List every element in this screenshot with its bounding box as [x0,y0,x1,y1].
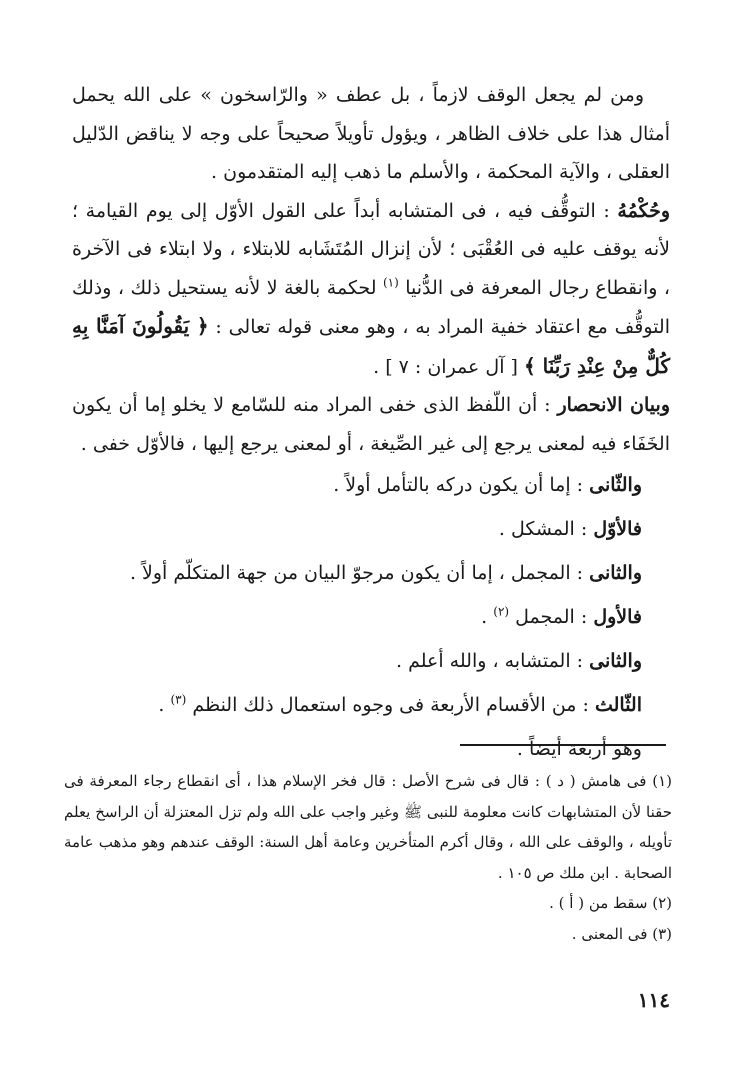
footnote-3: (٣) فى المعنى . [571,924,672,943]
footnote-ref-2: (٢) [493,604,510,619]
division-line-3-lead: والثانى [589,562,642,584]
division-line-1-text: : إما أن يكون دركه بالتأمل أولاً . [333,474,590,496]
division-line-6-end: . [158,694,171,716]
division-line-4-text: : المجمل [509,606,594,628]
footnote-2: (٢) سقط من ( أ ) . [549,894,672,912]
paragraph-1-text: ومن لم يجعل الوقف لازماً ، بل عطف « والرّاسخون » على الله يحمل أمثال هذا على خلاف الظاهر ، ويؤول تأويلاً صحيحاً على وجه لا يناقض الدّليل العقلى ، والآية المحكمة ، والأسلم ما ذهب إليه المتقدمون . [72,84,670,183]
quran-verse: ﴿ يَقُولُونَ آمَنَّا بِهِ كُلٌّ مِنْ عِنْدِ رَبِّنَا ﴾ [72,314,670,378]
verse-reference: [ آل عمران : ٧ ] . [373,355,524,378]
division-line-6 [72,683,642,727]
division-line-2 [72,507,642,551]
division-line-5 [72,639,642,683]
footnote-ref-3: (٣) [170,692,187,707]
division-line-5-text: : المتشابه ، والله أعلم . [396,650,590,672]
division-line-5-lead: والثانى [589,650,642,672]
footnotes [64,766,672,949]
paragraph-2-text-a: : التوقُّف فيه ، فى المتشابه أبداً على القول الأوّل إلى يوم القيامة ؛ لأنه يوقف عليه فى العُقْبَى ؛ لأن إنزال المُتَشَابه للابتلاء ، ولا ابتلاء فى الآخرة ، وانقطاع رجال المعرفة فى الدُّنيا [72,199,670,299]
division-line-7-text: وهو أربعة أيضاً . [516,738,642,760]
division-line-2-text: : المشكل . [498,518,594,540]
paragraph-1 [72,76,670,192]
main-text [72,76,670,771]
division-line-6-text: : من الأقسام الأربعة فى وجوه استعمال ذلك النظم [186,694,595,716]
paragraph-2 [72,192,670,387]
paragraph-2-lead: وحُكْمُهُ [617,199,670,222]
paragraph-3-lead: وبيان الانحصار [557,394,670,416]
paragraph-3-text: : أن اللّفظ الذى خفى المراد منه للسّامع لا يخلو إما أن يكون الخَفَاء فيه لمعنى يرجع إلى غير الصِّيغة ، أو لمعنى يرجع إليها ، فالأوّل خفى . [72,394,670,455]
footnote-1: (١) فى هامش ( د ) : قال فى شرح الأصل : قال فخر الإسلام هذا ، أى انقطاع رجاء المعرفة فى حقنا لأن المتشابهات كانت معلومة للنبى ﷺ وغير واجب على الله ولم تزل المعتزلة أن الراسخ يعلم تأويله ، والوقف على الله ، وقال أكرم المتأخرين وعامة أهل السنة: الوقف عندهم وهو مذهب عامة الصحابة . ابن ملك ص ١٠٥ . [64,772,672,882]
division-line-4-lead: فالأول [593,606,642,628]
division-line-4-end: . [481,606,494,628]
division-line-6-lead: الثّالث [594,694,642,716]
division-line-4 [72,595,642,639]
division-line-3 [72,551,642,595]
division-line-1-lead: والثّانى [589,474,642,496]
page-number: ١١٤ [637,988,670,1012]
division-line-7 [72,727,642,771]
division-line-3-text: : المجمل ، إما أن يكون مرجوّ البيان من جهة المتكلّم أولاً . [129,562,590,584]
paragraph-2-text-b: لحكمة بالغة لا لأنه يستحيل ذلك ، وذلك التوقُّف مع اعتقاد خفية المراد به ، وهو معنى قوله تعالى : [72,276,670,338]
paragraph-3 [72,386,670,463]
division-line-2-lead: فالأوّل [593,518,642,540]
division-line-1 [72,463,642,507]
footnote-ref-1: (١) [382,275,399,290]
footnote-separator [460,744,666,746]
